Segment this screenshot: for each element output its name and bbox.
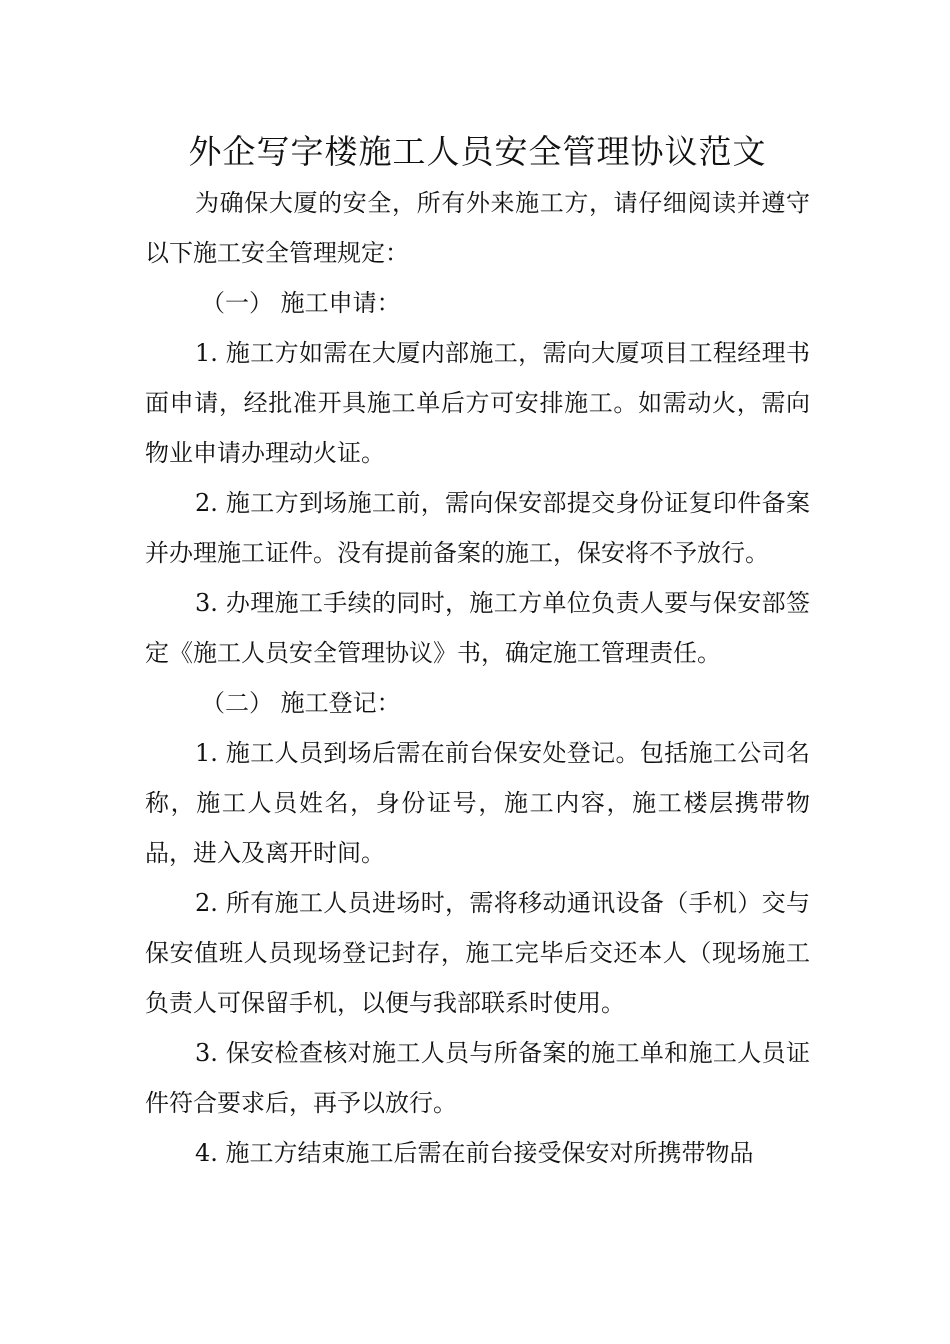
application-item-3: 3. 办理施工手续的同时，施工方单位负责人要与保安部签定《施工人员安全管理协议》书，确定施工管理责任。: [145, 589, 810, 667]
registration-item-2: 2. 所有施工人员进场时，需将移动通讯设备（手机）交与保安值班人员现场登记封存，施工完毕后交还本人（现场施工负责人可保留手机，以便与我部联系时使用。: [145, 889, 810, 1017]
registration-item-1: 1. 施工人员到场后需在前台保安处登记。包括施工公司名称，施工人员姓名，身份证号，施工内容，施工楼层携带物品，进入及离开时间。: [145, 739, 810, 867]
application-item-2: 2. 施工方到场施工前，需向保安部提交身份证复印件备案并办理施工证件。没有提前备案的施工，保安将不予放行。: [145, 489, 810, 567]
intro-paragraph: 为确保大厦的安全，所有外来施工方，请仔细阅读并遵守以下施工安全管理规定：: [145, 189, 810, 267]
document-title: 外企写字楼施工人员安全管理协议范文: [188, 132, 767, 171]
section-heading-registration: （二） 施工登记：: [201, 689, 401, 717]
section-heading-application: （一） 施工申请：: [201, 289, 401, 317]
registration-item-4: 4. 施工方结束施工后需在前台接受保安对所携带物品: [195, 1139, 754, 1167]
registration-item-3: 3. 保安检查核对施工人员与所备案的施工单和施工人员证件符合要求后，再予以放行。: [145, 1039, 810, 1117]
application-item-1: 1. 施工方如需在大厦内部施工，需向大厦项目工程经理书面申请，经批准开具施工单后方可安排施工。如需动火，需向物业申请办理动火证。: [145, 339, 810, 467]
